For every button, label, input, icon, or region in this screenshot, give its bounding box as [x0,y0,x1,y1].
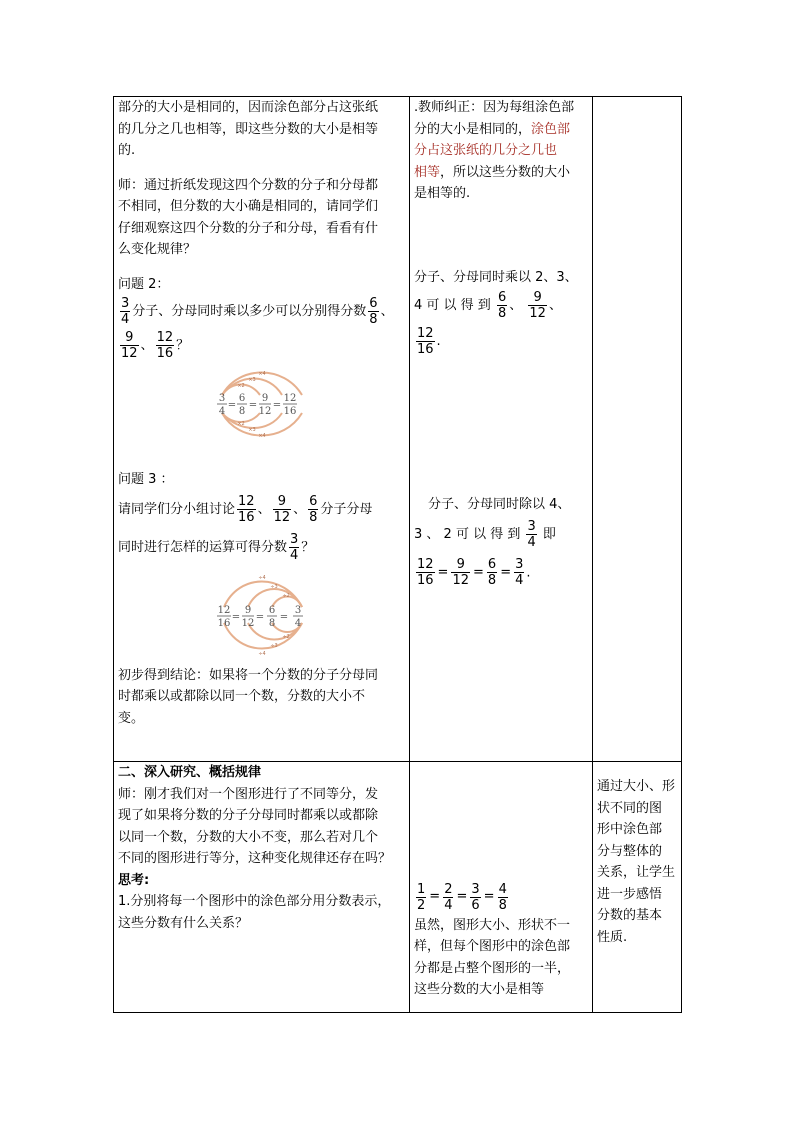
arc-label: ×2 [236,421,245,427]
svg-text:=: = [272,400,281,411]
svg-text:16: 16 [217,617,230,629]
fraction-3-4: $\frac{3}{4}$ [515,557,524,588]
svg-text:8: 8 [238,406,245,417]
half-equation: $\frac{1}{2}$ = $\frac{2}{4}$ = $\frac{3}{6}$ = $\frac{4}{8}$ [417,881,507,913]
fraction-9-12: $\frac{9}{12}$ [529,290,546,321]
divide-arcs-illustration [214,571,310,655]
question-3-title: 问题 3 ： [118,472,174,487]
fraction-1-2: $\frac{1}{2}$ [417,881,426,913]
answer-2-fractions-cont: $\frac{12}{16}$ . [417,326,441,357]
question-line: 这些分数有什么关系？ [118,915,249,931]
feedback-line: 是相等的. [414,186,471,201]
svg-text:3: 3 [294,604,301,616]
explanation-line: 这些分数的大小是相等 [414,982,545,997]
svg-text:12: 12 [241,617,254,629]
arc-label: ×3 [247,377,256,383]
student-activity-cell [410,762,593,1013]
teacher-line: 师：刚才我们对一个图形进行了不同等分，发 [118,786,379,802]
question-3-text: 请同学们分小组讨论 $\frac{12}{16}$ 、 $\frac{9}{12}$ 、 $\frac{6}{8}$ 分子分母 [118,493,373,525]
svg-text:12: 12 [258,406,271,417]
teaching-process-cell [114,97,410,762]
intro-line: 的. [118,143,136,158]
feedback-line: 分占这张纸的几分之几也 [414,143,558,158]
fraction-3-4: $\frac{3}{4}$ [121,296,130,327]
teacher-line: 不相同，但分数的大小确是相同的，请同学们 [118,199,379,214]
explanation-line: 样，但每个图形中的涂色部 [414,939,571,954]
svg-text:12: 12 [217,604,230,616]
intro-line: 的几分之几也相等，即这些分数的大小是相等 [118,121,379,137]
multiply-arcs-illustration [214,367,310,437]
intro-line: 部分的大小是相同的，因而涂色部分占这张纸 [118,100,379,115]
fraction-3-6: $\frac{3}{6}$ [471,881,480,913]
feedback-line: .教师纠正：因为每组涂色部 [414,100,575,115]
svg-text:6: 6 [268,604,275,616]
answer-3-equation: $\frac{12}{16}$ = $\frac{9}{12}$ = $\frac{6}{8}$ = $\frac{3}{4}$ . [417,557,531,588]
fraction-6-8: $\frac{6}{8}$ [497,290,507,321]
conclusion-line: 时都乘以或都除以同一个数，分数的大小不 [118,689,366,704]
conclusion-line: 变。 [118,710,145,726]
design-intent-cell [593,762,682,1013]
answer-3-line2: 3 、 2 可 以 得 到 $\frac{3}{4}$ 即 [414,518,556,550]
feedback-line: 分的大小是相同的，涂色部 [414,121,571,137]
fraction-2-4: $\frac{2}{4}$ [444,881,453,913]
teaching-process-cell [114,762,410,1013]
svg-text:6: 6 [238,393,245,404]
fraction-6-8: $\frac{6}{8}$ [369,296,378,327]
table-row [114,97,682,762]
fraction-9-12: $\frac{9}{12}$ [452,557,469,588]
fraction-12-16: $\frac{12}{16}$ [417,557,434,588]
fraction-12-16: $\frac{12}{16}$ [238,493,255,525]
svg-text:9: 9 [244,604,251,616]
teacher-line: 不同的图形进行等分，这种变化规律还存在吗？ [118,851,392,866]
answer-2-line: 分子、分母同时乘以 2、3、 [414,269,578,285]
svg-text:3: 3 [218,393,225,404]
arc-label: ÷3 [269,583,278,590]
intent-line: 通过大小、形 [597,779,676,794]
teacher-line: 师：通过折纸发现这四个分数的分子和分母都 [118,177,379,193]
arc-label: ÷4 [257,574,266,581]
fraction-6-8: $\frac{6}{8}$ [487,557,497,588]
arc-label: ×3 [247,427,256,433]
fraction-6-8: $\frac{6}{8}$ [309,493,318,525]
intent-line: 分数的基本 [597,908,663,923]
question-2-text: $\frac{3}{4}$ 分子、分母同时乘以多少可以分别得分数 $\frac{6}{8}$ 、 [121,296,394,327]
intent-line: 分与整体的 [597,843,663,859]
fraction-9-12: $\frac{9}{12}$ [121,330,138,361]
svg-text:=: = [231,611,240,623]
intent-line: 状不同的图 [597,800,663,816]
conclusion-line: 初步得到结论：如果将一个分数的分子分母同 [118,667,379,683]
fraction-12-16: $\frac{12}{16}$ [156,330,174,361]
fraction-4-8: $\frac{4}{8}$ [498,881,507,913]
fraction-3-4: $\frac{3}{4}$ [527,518,536,550]
teacher-line: 现了如果将分数的分子分母同时都乘以或都除 [118,808,379,823]
teacher-line: 以同一个数，分数的大小不变，那么若对几个 [118,829,379,845]
svg-text:12: 12 [283,393,296,404]
intent-line: 形中涂色部 [597,822,663,837]
explanation-line: 虽然，图形大小、形状不一 [414,917,571,933]
design-intent-cell [593,97,682,762]
feedback-line: 相等，所以这些分数的大小 [414,164,571,180]
question-2-text-cont: $\frac{9}{12}$ 、 $\frac{12}{16}$ ？ [121,330,190,361]
intent-line: 进一步感悟 [597,886,663,902]
arc-label: ÷2 [281,592,290,599]
lesson-plan-table [113,96,682,1013]
arc-label: ×2 [236,383,245,389]
fraction-12-16: $\frac{12}{16}$ [417,326,434,357]
think-label: 思考: [118,872,150,888]
svg-text:4: 4 [294,617,301,629]
arc-label: ÷4 [257,650,266,655]
svg-text:=: = [227,400,236,411]
svg-text:=: = [248,400,257,411]
svg-text:9: 9 [261,393,268,404]
student-activity-cell [410,97,593,762]
svg-text:4: 4 [218,406,225,417]
explanation-line: 分都是占整个图形的一半， [414,960,571,976]
answer-2-fractions: 4 可 以 得 到 $\frac{6}{8}$ 、 $\frac{9}{12}$ 、 [414,290,562,321]
teacher-line: 么变化规律？ [118,242,197,257]
svg-text:8: 8 [268,617,275,629]
svg-text:16: 16 [283,406,296,417]
question-2-title: 问题 2： [118,276,170,292]
table-row [114,762,682,1013]
fraction-9-12: $\frac{9}{12}$ [273,493,291,525]
intent-line: 关系，让学生 [597,865,676,880]
arc-label: ×4 [257,371,266,377]
svg-text:=: = [279,611,288,623]
section-title: 二、深入研究、概括规律 [118,765,262,780]
arc-label: ÷3 [269,642,278,649]
question-3-text-cont: 同时进行怎样的运算可得分数 $\frac{3}{4}$ ？ [118,531,315,563]
arc-label: ÷2 [281,633,290,640]
intent-line: 性质. [597,929,628,945]
question-line: 1.分别将每一个图形中的涂色部分用分数表示， [118,894,391,909]
arc-label: ×4 [257,433,266,437]
teacher-line: 仔细观察这四个分数的分子和分母，看看有什 [118,220,379,236]
fraction-3-4: $\frac{3}{4}$ [290,531,299,563]
answer-3-line: 分子、分母同时除以 4、 [428,497,571,512]
svg-text:=: = [255,611,264,623]
